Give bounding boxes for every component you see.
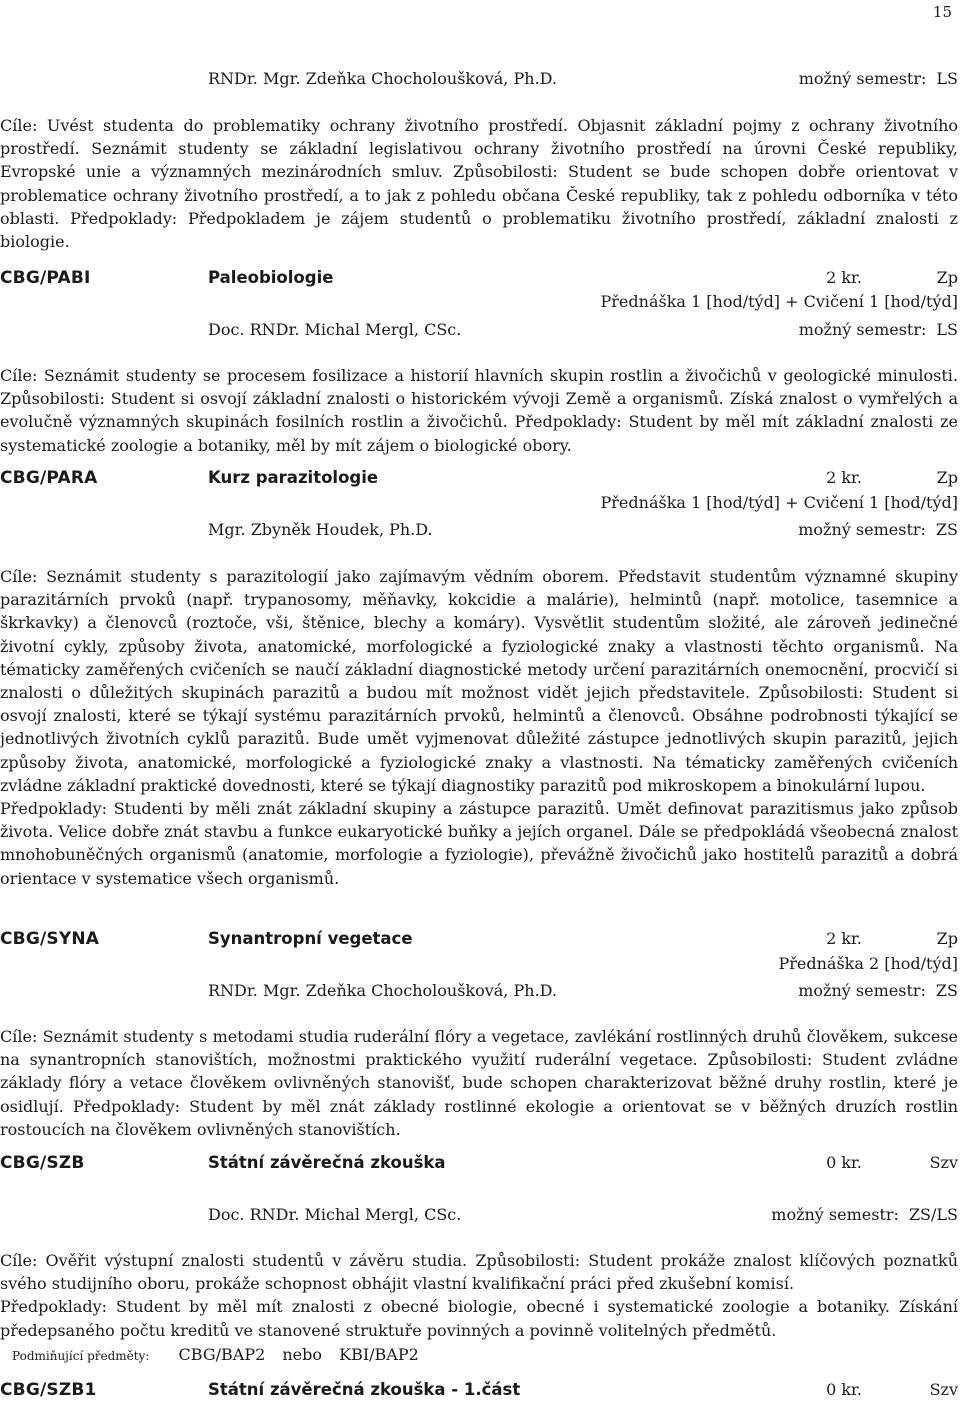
teacher-name: RNDr. Mgr. Zdeňka Chocholoušková, Ph.D.: [208, 69, 557, 88]
goals-text: Cíle: Seznámit studenty s parazitologií jako zajímavým vědním oborem. Představit studentům významné skupiny parazitárních prvoků (např. trypanosomy, měňavky, kokcidie a malárie), helmintů (např. motolice, tasemnice a škrkavky) a členovců (roztoče, vši, štěnice, blechy a komáry). Vysvětlit studentům složité, ale zároveň jedinečné životní cykly, způsoby života, anatomické, morfologické a fyziologické znaky a vlastnosti těchto organismů. Na tématicky zaměřených cvičeních se naučí základní diagnostické metody určení parazitárních onemocnění, procvičí si znalosti o důležitých skupinách parazitů a budou mít možnost vidět jejich představitele.: [0, 567, 958, 703]
semester-value: ZS/LS: [908, 1205, 958, 1224]
prereq-text: Předpoklady: Studenti by měli znát základní skupiny a zástupce parazitů. Umět definovat parazitismus jako způsob života. Velice dobře znát stavbu a funkce eukaryotické buňky a jejích organel. Dále se předpokládá všeobecná znalost mnohobuněčných organismů (anatomie, morfologie a fyziologie), převážně živočichů jako hostitelů parazitů a dobrá orientace v systematice všech organismů.: [0, 799, 958, 888]
course-type: Szv: [929, 1153, 958, 1172]
conditional-course-a: CBG/BAP2: [178, 1345, 266, 1364]
teacher-name: Mgr. Zbyněk Houdek, Ph.D.: [208, 520, 433, 539]
conditional-courses: [12, 1345, 960, 1364]
semester-label: možný semestr:: [771, 1205, 899, 1224]
course-description: [0, 364, 958, 457]
course-lectures: Přednáška 2 [hod/týd]: [778, 954, 958, 973]
course-credits: 0 kr.: [826, 1380, 862, 1399]
course-lectures: Přednáška 1 [hod/týd] + Cvičení 1 [hod/týd]: [600, 493, 958, 512]
course-code: CBG/PABI: [0, 268, 91, 288]
semester-value: ZS: [935, 520, 958, 539]
course-credits: 2 kr.: [826, 268, 862, 287]
goals-text: Cíle: Seznámit studenty se procesem fosilizace a historií hlavních skupin rostlin a živočichů v geologické minulosti.: [0, 366, 958, 385]
semester-value: ZS: [935, 981, 958, 1000]
semester: [799, 69, 958, 88]
intro-description: [0, 114, 958, 253]
teacher-name: Doc. RNDr. Michal Mergl, CSc.: [208, 320, 462, 339]
prereq-text: Předpoklady: Předpokladem je zájem studentů o problematiku životního prostředí, základní znalosti z biologie.: [0, 208, 958, 252]
course-lectures: Přednáška 1 [hod/týd] + Cvičení 1 [hod/týd]: [600, 292, 958, 311]
semester-label: možný semestr:: [798, 69, 927, 88]
course-credits: 2 kr.: [826, 468, 862, 487]
skills-text: Způsobilosti: Student zvládne základy flóry a vetace člověkem ovlivněných stanovišť, bude schopen charakterizovat běžné druhy rostlin, které je osidlují.: [0, 1050, 958, 1116]
goals-text: Cíle: Ověřit výstupní znalosti studentů v závěru studia.: [0, 1251, 468, 1270]
course-title: Paleobiologie: [208, 268, 334, 287]
prereq-text: Předpoklady: Student by měl znát základy rostlinné ekologie a orientovat se v běžných druzích rostlin rostoucích na člověkem ovlivněných stanovištích.: [0, 1096, 958, 1139]
course-header: [0, 268, 958, 292]
course-code: CBG/SZB: [0, 1153, 85, 1173]
semester-label: možný semestr:: [798, 320, 927, 339]
course-code: CBG/PARA: [0, 468, 98, 488]
course-credits: 0 kr.: [826, 1153, 862, 1172]
skills-text: Způsobilosti: Student prokáže znalost klíčových poznatků svého studijního oboru, prokáže schopnost obhájit vlastní kvalifikační práci před zkušební komisí.: [0, 1251, 958, 1294]
course-description: [0, 1249, 958, 1342]
course-description: [0, 565, 958, 890]
course-title: Kurz parazitologie: [208, 468, 379, 487]
course-header: [0, 468, 958, 492]
page-number: 15: [932, 3, 952, 21]
skills-text: Způsobilosti: Student si osvojí znalosti, které se týkají systému parazitárních prvoků, helmintů a členovců. Obsáhne podrobnosti týkající se jednotlivých životních cyklů parazitů. Bude umět vyjmenovat důležité zástupce jednotlivých skupin parazitů, jejich způsoby života, anatomické, morfologické a fyziologické znaky a vlastnosti. Na tématicky zaměřených cvičeních zvládne základní praktické dovednosti, které se týkají diagnostiky parazitů pod mikroskopem a binokulární lupou.: [0, 683, 958, 795]
semester: [798, 981, 958, 1000]
goals-text: Cíle: Uvést studenta do problematiky ochrany životního prostředí. Objasnit základní pojmy z ochrany životního prostředí. Seznámit studenty se základní legislativou ochrany životního prostředí na úrovni České republiky, Evropské unie a významných mezinárodních smluv.: [0, 116, 958, 182]
semester-label: možný semestr:: [798, 981, 926, 1000]
course-title: Synantropní vegetace: [208, 929, 413, 948]
course-type: Zp: [936, 929, 958, 948]
course-type: Szv: [929, 1380, 958, 1399]
course-credits: 2 kr.: [826, 929, 862, 948]
course-header: [0, 1380, 958, 1404]
course-code: CBG/SZB1: [0, 1380, 97, 1400]
semester: [771, 1205, 958, 1224]
semester-value: LS: [936, 69, 958, 88]
course-header: [0, 1153, 958, 1177]
course-header: [0, 929, 958, 953]
course-type: Zp: [936, 468, 958, 487]
semester-value: LS: [936, 320, 958, 339]
prereq-text: Předpoklady: Student by měl mít základní znalosti ze systematické zoologie a botaniky, měl by mít zájem o biologické obory.: [0, 412, 959, 455]
conditional-or: nebo: [282, 1345, 323, 1364]
course-title: Státní závěrečná zkouška: [208, 1153, 446, 1172]
prereq-text: Předpoklady: Student by měl mít znalosti z obecné biologie, obecné i systematické zoologie a botaniky. Získání předepsaného počtu kreditů ve stanovené struktuře povinných a povinně volitelných předmětů.: [0, 1297, 958, 1340]
course-type: Zp: [936, 268, 958, 287]
semester: [799, 320, 958, 339]
semester: [798, 520, 958, 539]
goals-text: Cíle: Seznámit studenty s metodami studia ruderální flóry a vegetace, zavlékání rostlinných druhů člověkem, sukcese na synantropních stanovištích, možnostmi praktického využití ruderální vegetace.: [0, 1027, 958, 1070]
teacher-name: Doc. RNDr. Michal Mergl, CSc.: [208, 1205, 462, 1224]
conditional-course-b: KBI/BAP2: [339, 1345, 419, 1364]
course-title: Státní závěrečná zkouška - 1.část: [208, 1380, 521, 1399]
teacher-name: RNDr. Mgr. Zdeňka Chocholoušková, Ph.D.: [208, 981, 557, 1000]
semester-label: možný semestr:: [798, 520, 926, 539]
skills-text: Způsobilosti: Student si osvojí základní znalosti o historickém vývoji Země a organismů. Získá znalost o vymřelých a evolučně významných skupinách fosilních rostlin a živočichů.: [0, 389, 958, 432]
skills-text: Způsobilosti: Student se bude schopen dobře orientovat v problematice ochrany životního prostředí, a to jak z pohledu občana České republiky, tak z pohledu odborníka v této oblasti.: [0, 162, 958, 228]
conditional-label: Podmiňující předměty:: [12, 1349, 150, 1363]
course-code: CBG/SYNA: [0, 929, 100, 949]
course-description: [0, 1025, 958, 1141]
